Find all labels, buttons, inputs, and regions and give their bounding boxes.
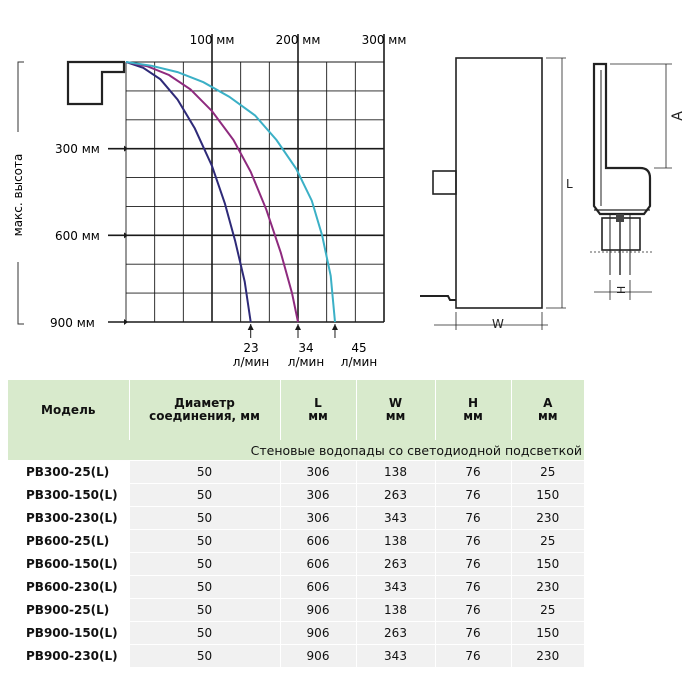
model-cell: PB600-150(L): [8, 553, 129, 576]
value-cell: 906: [280, 599, 356, 622]
value-cell: 343: [356, 507, 435, 530]
value-cell: 306: [280, 507, 356, 530]
table-row: [8, 576, 584, 599]
value-cell: 76: [435, 645, 511, 668]
table-section-row: [8, 440, 584, 461]
y-axis-bracket-top: [18, 62, 24, 132]
dimension-label-w: W: [492, 317, 504, 331]
value-cell: 50: [129, 622, 280, 645]
model-cell: PB600-25(L): [8, 530, 129, 553]
dimension-label-l: L: [566, 177, 573, 191]
column-header-h: H мм: [435, 380, 511, 440]
table-row: [8, 599, 584, 622]
value-cell: 150: [511, 553, 584, 576]
value-cell: 606: [280, 576, 356, 599]
value-cell: 138: [356, 530, 435, 553]
value-cell: 263: [356, 553, 435, 576]
flow-arrow-45: [332, 324, 338, 330]
front-view-connector: [433, 171, 456, 194]
value-cell: 263: [356, 622, 435, 645]
value-cell: 306: [280, 484, 356, 507]
weir-profile-icon: [68, 62, 124, 104]
value-cell: 76: [435, 461, 511, 484]
value-cell: 343: [356, 576, 435, 599]
column-header-a: A мм: [511, 380, 584, 440]
dimension-label-h: H: [615, 285, 628, 295]
side-view-pipe: [602, 218, 640, 250]
chart-grid: [108, 34, 384, 325]
flow-curve-23: [126, 62, 251, 322]
table-row: [8, 645, 584, 668]
flow-label-45: 45: [351, 341, 367, 355]
flow-label-34: 34: [298, 341, 314, 355]
value-cell: 306: [280, 461, 356, 484]
front-view-cable: [420, 296, 456, 300]
y-axis-bracket-bottom: [18, 262, 24, 324]
value-cell: 906: [280, 645, 356, 668]
side-view-outline: [594, 64, 650, 214]
value-cell: 76: [435, 484, 511, 507]
model-cell: PB300-230(L): [8, 507, 129, 530]
model-cell: PB900-150(L): [8, 622, 129, 645]
flow-curve-45: [126, 62, 335, 322]
value-cell: 230: [511, 576, 584, 599]
value-cell: 230: [511, 507, 584, 530]
section-title: Стеновые водопады со светодиодной подсветкой: [8, 440, 584, 461]
value-cell: 906: [280, 622, 356, 645]
flow-arrow-34: [295, 324, 301, 330]
table-header-row: [8, 380, 584, 440]
value-cell: 76: [435, 507, 511, 530]
column-header-l: L мм: [280, 380, 356, 440]
value-cell: 50: [129, 507, 280, 530]
top-tick-label-200: 200 мм: [275, 33, 321, 47]
top-tick-label-100: 100 мм: [189, 33, 235, 47]
value-cell: 230: [511, 645, 584, 668]
table-row: [8, 553, 584, 576]
model-cell: PB600-230(L): [8, 576, 129, 599]
value-cell: 50: [129, 553, 280, 576]
value-cell: 138: [356, 599, 435, 622]
value-cell: 150: [511, 484, 584, 507]
value-cell: 138: [356, 461, 435, 484]
y-tick-label-900: 900 мм: [50, 316, 95, 330]
y-tick-label-600: 600 мм: [55, 229, 100, 243]
model-cell: PB900-25(L): [8, 599, 129, 622]
side-view-drawing: [590, 64, 672, 300]
value-cell: 25: [511, 461, 584, 484]
flow-unit-45: л/мин: [340, 355, 378, 369]
value-cell: 343: [356, 645, 435, 668]
front-view-drawing: [420, 58, 566, 330]
dimension-label-a: A: [670, 111, 686, 121]
model-cell: PB300-25(L): [8, 461, 129, 484]
value-cell: 25: [511, 599, 584, 622]
value-cell: 50: [129, 530, 280, 553]
value-cell: 606: [280, 530, 356, 553]
spec-table: [8, 380, 584, 668]
flow-arrow-23: [248, 324, 254, 330]
y-tick-label-300: 300 мм: [55, 142, 100, 156]
value-cell: 76: [435, 576, 511, 599]
value-cell: 76: [435, 622, 511, 645]
table-row: [8, 622, 584, 645]
y-axis-title: макс. высота: [11, 153, 25, 237]
table-row: [8, 461, 584, 484]
value-cell: 50: [129, 461, 280, 484]
table-row: [8, 507, 584, 530]
model-cell: PB900-230(L): [8, 645, 129, 668]
table-row: [8, 530, 584, 553]
flow-unit-23: л/мин: [232, 355, 270, 369]
value-cell: 606: [280, 553, 356, 576]
front-view-body: [456, 58, 542, 308]
flow-curves: [126, 62, 338, 338]
value-cell: 76: [435, 553, 511, 576]
column-header-diameter: Диаметр соединения, мм: [129, 380, 280, 440]
value-cell: 50: [129, 484, 280, 507]
value-cell: 50: [129, 645, 280, 668]
table-row: [8, 484, 584, 507]
value-cell: 25: [511, 530, 584, 553]
value-cell: 150: [511, 622, 584, 645]
value-cell: 50: [129, 576, 280, 599]
top-tick-label-300: 300 мм: [361, 33, 407, 47]
model-cell: PB300-150(L): [8, 484, 129, 507]
flow-label-23: 23: [243, 341, 259, 355]
value-cell: 263: [356, 484, 435, 507]
value-cell: 76: [435, 599, 511, 622]
flow-unit-34: л/мин: [287, 355, 325, 369]
value-cell: 50: [129, 599, 280, 622]
column-header-model: Модель: [8, 380, 129, 440]
value-cell: 76: [435, 530, 511, 553]
column-header-w: W мм: [356, 380, 435, 440]
